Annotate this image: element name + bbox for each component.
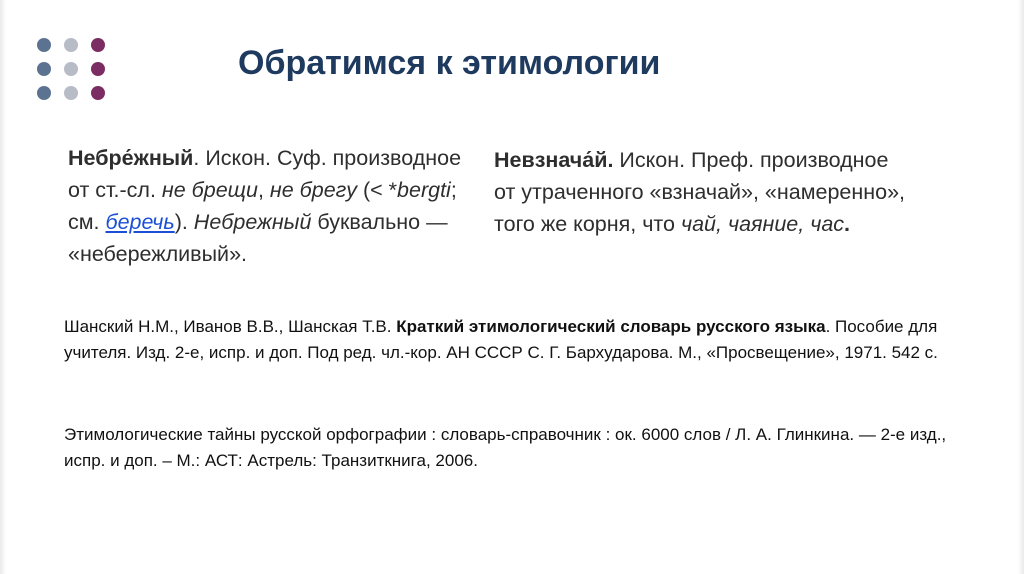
entry-text: Искон. Преф. производное от утраченного «взначай», «намеренно», того же корня, что (494, 148, 906, 236)
etymology-entry-nevznachay (494, 144, 914, 240)
decorative-dots-grid (37, 38, 109, 102)
entry-text: . (844, 212, 851, 236)
reference-authors: Шанский Н.М., Иванов В.В., Шанская Т.В. (64, 317, 397, 336)
decor-dot (64, 62, 78, 76)
decor-dot (91, 62, 105, 76)
entry-headword: Невзнача́й. (494, 148, 614, 172)
entry-text: , (257, 178, 270, 202)
reference-glinkina: Этимологические тайны русской орфографии : словарь-справочник : ок. 6000 слов / Л. А. Глинкина. — 2-е изд., испр. и доп. – М.: АСТ: Астрель: Транзиткнига, 2006. (64, 425, 947, 470)
reference-title: Краткий этимологический словарь русского языка (396, 317, 826, 336)
entry-text: . Искон. Суф. производное от ст.-сл. (68, 146, 462, 202)
reference-details: . Пособие для учителя. Изд. 2-е, испр. и доп. Под ред. чл.-кор. АН СССР С. Г. Бархударова. М., «Просвещение», 1971. 542 с. (64, 317, 938, 362)
decor-dot (91, 38, 105, 52)
entry-text: ). (174, 210, 194, 234)
decor-dot (64, 38, 78, 52)
decor-dot (64, 86, 78, 100)
entry-italic: bergti (397, 178, 451, 202)
decor-dot (37, 62, 51, 76)
entry-text: (< * (357, 178, 398, 202)
entry-text: ; см. (68, 178, 457, 234)
entry-italic: не брегу (269, 178, 358, 202)
slide-right-edge-shadow (1018, 0, 1024, 574)
entry-italic: не брещи (161, 178, 258, 202)
entry-headword: Небре́жный (68, 146, 194, 170)
slide-title: Обратимся к этимологии (238, 44, 661, 82)
entry-text: буквально — «небережливый». (68, 210, 448, 266)
decor-dot (91, 86, 105, 100)
slide-left-edge-shadow (0, 0, 6, 574)
decor-dot (37, 86, 51, 100)
berech-link[interactable]: беречь (105, 210, 175, 234)
reference-shansky (64, 314, 964, 366)
entry-italic: Небрежный (193, 210, 312, 234)
decor-dot (37, 38, 51, 52)
entry-italic: чай, чаяние, час (680, 212, 845, 236)
etymology-entry-nebrezhny (68, 142, 476, 270)
